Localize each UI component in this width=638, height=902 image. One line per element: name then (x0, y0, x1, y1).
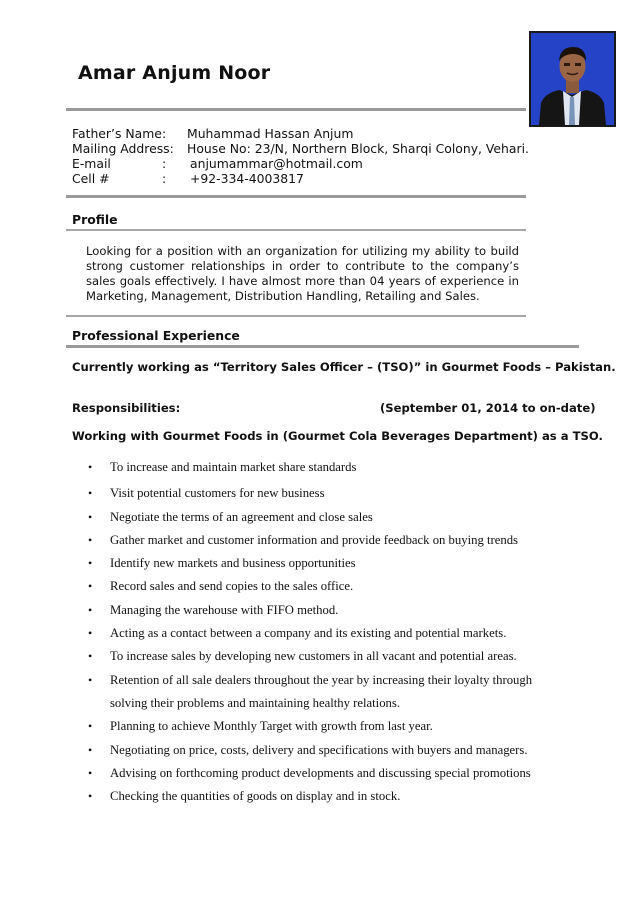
list-item-text: Advising on forthcoming product developments and discussing special promotions (110, 765, 531, 780)
list-item-text: Acting as a contact between a company and its existing and potential markets. (110, 626, 507, 641)
list-item (72, 456, 552, 479)
list-item (72, 739, 552, 762)
list-item (72, 622, 552, 645)
list-item-text: Negotiate the terms of an agreement and close sales (110, 509, 373, 524)
contact-separator: : (162, 171, 167, 186)
contact-separator: : (162, 126, 167, 141)
email-link[interactable]: anjumammar@hotmail.com (190, 156, 363, 171)
list-item (72, 575, 552, 598)
list-item (72, 715, 552, 738)
current-position: Currently working as “Territory Sales Officer – (TSO)” in Gourmet Foods – Pakistan. (72, 360, 616, 374)
list-item-text: Negotiating on price, costs, delivery and specifications with buyers and managers. (110, 742, 528, 757)
bullet-icon: • (88, 579, 93, 594)
list-item-text: To increase sales by developing new customers in all vacant and potential areas. (110, 649, 517, 664)
bullet-icon: • (88, 486, 93, 501)
bullet-icon: • (88, 509, 93, 524)
profile-title: Profile (72, 212, 118, 227)
list-item-text: To increase and maintain market share standards (110, 460, 357, 474)
responsibilities-label: Responsibilities: (72, 401, 181, 415)
bullet-icon: • (88, 556, 93, 571)
list-item-text: Managing the warehouse with FIFO method. (110, 602, 339, 617)
contact-value: +92-334-4003817 (190, 171, 304, 186)
profile-bottom-rule (66, 315, 526, 317)
list-item (72, 599, 552, 622)
contact-label: Cell # (72, 171, 110, 186)
list-item (72, 506, 552, 529)
list-item-text: Planning to achieve Monthly Target with growth from last year. (110, 719, 433, 734)
profile-text: Looking for a position with an organization for utilizing my ability to build strong customer relationships in order to contribute to the company’s sales goals effectively. I have almost more than 04 years of experience in Marketing, Management, Distribution Handling, Retailing and Sales. (86, 244, 519, 303)
bullet-icon: • (88, 602, 93, 617)
contact-label: Mailing Address: (72, 141, 174, 156)
list-item (72, 482, 552, 505)
list-item-text: Record sales and send copies to the sales office. (110, 579, 354, 594)
list-item-text: Identify new markets and business opportunities (110, 556, 356, 571)
list-item (72, 552, 552, 575)
experience-title: Professional Experience (72, 328, 240, 343)
list-item-text: Visit potential customers for new business (110, 486, 325, 501)
contact-label: Father’s Name (72, 126, 162, 141)
bullet-icon: • (88, 649, 93, 664)
bullet-icon: • (88, 532, 93, 547)
profile-photo (529, 31, 616, 127)
experience-title-rule (66, 345, 579, 348)
list-item (72, 785, 552, 808)
responsibilities-list (72, 456, 552, 808)
bullet-icon: • (88, 672, 93, 687)
contact-value: House No: 23/N, Northern Block, Sharqi Colony, Vehari. (187, 141, 529, 156)
contact-divider (66, 195, 526, 198)
bullet-icon: • (88, 719, 93, 734)
portrait-image (531, 33, 614, 125)
list-item (72, 645, 552, 668)
contact-value: Muhammad Hassan Anjum (187, 126, 354, 141)
list-item-text: Checking the quantities of goods on display and in stock. (110, 789, 401, 804)
working-with: Working with Gourmet Foods in (Gourmet Cola Beverages Department) as a TSO. (72, 429, 603, 443)
bullet-icon: • (88, 460, 93, 474)
list-item (72, 529, 552, 552)
bullet-icon: • (88, 626, 93, 641)
contact-separator: : (162, 156, 167, 171)
date-range: (September 01, 2014 to on-date) (380, 401, 596, 415)
bullet-icon: • (88, 789, 93, 804)
profile-title-rule (66, 229, 526, 231)
header-divider (66, 108, 526, 111)
list-item-text: Gather market and customer information and provide feedback on buying trends (110, 532, 518, 547)
bullet-icon: • (88, 765, 93, 780)
candidate-name: Amar Anjum Noor (78, 62, 271, 84)
list-item (72, 669, 552, 716)
list-item-text: Retention of all sale dealers throughout the year by increasing their loyalty through solving their problems and maintaining healthy relations. (110, 672, 533, 710)
contact-label: E-mail (72, 156, 111, 171)
bullet-icon: • (88, 742, 93, 757)
list-item (72, 762, 552, 785)
